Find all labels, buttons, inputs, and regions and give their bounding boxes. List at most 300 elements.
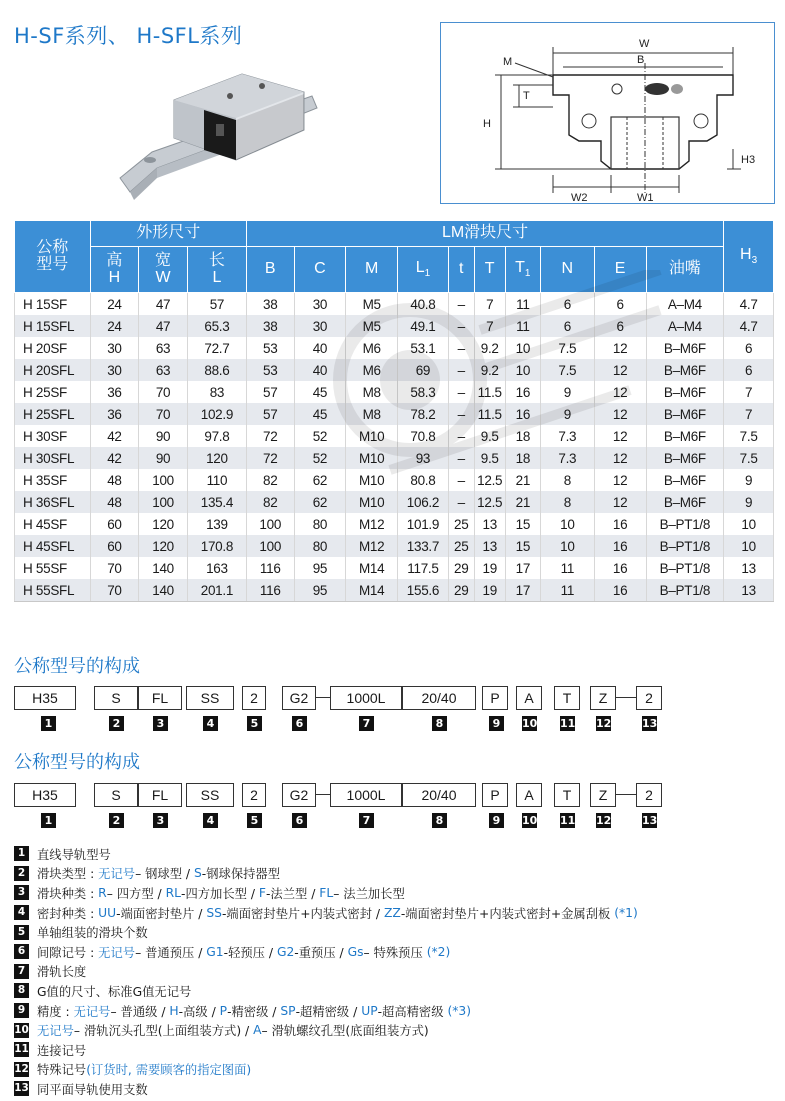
table-cell: 47 <box>139 315 188 337</box>
table-row <box>15 359 774 381</box>
header-lm: LM滑块尺寸 <box>246 221 723 247</box>
legend-text: -高级 / <box>178 1004 220 1019</box>
legend-highlight-text: 无记号 <box>73 1004 111 1019</box>
table-cell: 7.5 <box>540 337 594 359</box>
table-cell: 29 <box>448 579 474 602</box>
table-cell: 38 <box>246 293 294 316</box>
table-cell: 70.8 <box>398 425 449 447</box>
table-cell: 120 <box>187 447 246 469</box>
code-number-badge: 1 <box>41 813 56 828</box>
table-cell: 21 <box>505 491 540 513</box>
table-cell: 10 <box>724 535 774 557</box>
legend-text: – 四方型 / <box>106 886 166 901</box>
legend-text: – 普通预压 / <box>135 945 207 960</box>
table-cell: B–PT1/8 <box>646 579 724 602</box>
header-c: C <box>294 247 346 293</box>
code-box: 2 <box>636 783 662 807</box>
table-row <box>15 491 774 513</box>
table-cell: 15 <box>505 535 540 557</box>
composition-title-1: 公称型号的构成 <box>14 656 140 677</box>
table-row <box>15 579 774 602</box>
table-cell: 53 <box>246 337 294 359</box>
legend-item <box>14 942 774 962</box>
code-box: FL <box>138 783 182 807</box>
code-number-badge: 8 <box>432 813 447 828</box>
table-cell: – <box>448 403 474 425</box>
legend-text: 特殊记号 <box>37 1063 87 1078</box>
table-cell: 82 <box>246 469 294 491</box>
label-w: W <box>639 38 650 50</box>
table-cell: 135.4 <box>187 491 246 513</box>
table-cell: 60 <box>90 513 139 535</box>
connector-line <box>616 794 636 795</box>
code-box: Z <box>590 686 616 710</box>
legend-item <box>14 962 774 982</box>
table-cell: 6 <box>594 293 646 316</box>
table-cell: 49.1 <box>398 315 449 337</box>
page-title: H-SF系列、 H-SFL系列 <box>14 24 243 48</box>
table-cell: 62 <box>294 491 346 513</box>
legend-text: 间隙记号 : <box>37 945 99 960</box>
code-box: 20/40 <box>402 686 476 710</box>
legend-text: – 滑轨螺纹孔型(底面组装方式) <box>261 1024 429 1039</box>
table-cell: M14 <box>346 579 398 602</box>
table-cell: B–PT1/8 <box>646 557 724 579</box>
legend-text: 滑块种类 : <box>37 886 99 901</box>
table-cell: 30 <box>294 293 346 316</box>
table-cell: 7.5 <box>540 359 594 381</box>
table-cell: – <box>448 381 474 403</box>
code-number-badge: 3 <box>153 813 168 828</box>
legend-text: 连接记号 <box>37 1043 87 1058</box>
table-cell: 10 <box>505 337 540 359</box>
table-cell: 16 <box>594 557 646 579</box>
table-cell: 72.7 <box>187 337 246 359</box>
table-cell: 133.7 <box>398 535 449 557</box>
table-cell: 6 <box>540 315 594 337</box>
table-cell: 100 <box>246 535 294 557</box>
table-cell: B–M6F <box>646 403 724 425</box>
table-cell: 16 <box>505 403 540 425</box>
product-image <box>112 60 327 210</box>
table-cell: 12 <box>594 491 646 513</box>
table-cell: – <box>448 293 474 316</box>
code-box: A <box>516 783 542 807</box>
table-cell: 25 <box>448 513 474 535</box>
code-number-badge: 5 <box>247 716 262 731</box>
code-number-badge: 10 <box>522 717 538 730</box>
table-cell: 21 <box>505 469 540 491</box>
table-cell: 17 <box>505 579 540 602</box>
code-number-badge: 9 <box>489 813 504 828</box>
table-cell: 47 <box>139 293 188 316</box>
legend-number-badge: 11 <box>14 1043 29 1056</box>
table-cell: 52 <box>294 425 346 447</box>
table-cell: 9.5 <box>474 447 505 469</box>
legend-text: -端面密封垫片 / <box>116 906 207 921</box>
table-cell: – <box>448 315 474 337</box>
header-n: N <box>540 247 594 293</box>
table-cell: 36 <box>90 403 139 425</box>
code-box: T <box>554 686 580 710</box>
table-cell: 30 <box>90 359 139 381</box>
table-cell: 117.5 <box>398 557 449 579</box>
legend-number-badge: 7 <box>14 964 29 979</box>
legend-text: G值的尺寸、标准G值无记号 <box>37 984 192 999</box>
table-cell: 17 <box>505 557 540 579</box>
table-cell: 70 <box>139 403 188 425</box>
table-row <box>15 513 774 535</box>
table-cell: – <box>448 337 474 359</box>
table-cell: 48 <box>90 469 139 491</box>
table-cell: 70 <box>139 381 188 403</box>
table-cell: 10 <box>540 513 594 535</box>
table-cell: B–M6F <box>646 425 724 447</box>
code-box: G2 <box>282 783 316 807</box>
table-cell: 19 <box>474 557 505 579</box>
table-cell: 18 <box>505 425 540 447</box>
table-cell: 60 <box>90 535 139 557</box>
table-cell: M14 <box>346 557 398 579</box>
legend-highlight-text: UP <box>361 1003 378 1018</box>
code-box: H35 <box>14 783 76 807</box>
spec-table-body <box>15 293 774 602</box>
table-cell: M12 <box>346 535 398 557</box>
code-number-badge: 11 <box>560 814 576 827</box>
table-cell: 9 <box>540 403 594 425</box>
table-cell: 48 <box>90 491 139 513</box>
table-cell: 7 <box>724 403 774 425</box>
label-b: B <box>637 54 645 66</box>
legend-number-badge: 6 <box>14 944 29 959</box>
table-cell: 95 <box>294 557 346 579</box>
table-cell: 9.2 <box>474 359 505 381</box>
legend-highlight-text: G2 <box>276 944 295 959</box>
legend-number-badge: 5 <box>14 925 29 940</box>
table-cell: 9 <box>724 469 774 491</box>
table-cell: 11 <box>540 557 594 579</box>
table-cell: 7 <box>724 381 774 403</box>
table-cell: 45 <box>294 403 346 425</box>
table-cell: 7.3 <box>540 447 594 469</box>
table-cell: 40 <box>294 359 346 381</box>
table-cell: 4.7 <box>724 315 774 337</box>
code-number-badge: 13 <box>642 814 658 827</box>
table-cell: 9 <box>724 491 774 513</box>
table-cell: 95 <box>294 579 346 602</box>
table-cell: A–M4 <box>646 293 724 316</box>
table-cell: M12 <box>346 513 398 535</box>
legend-number-badge: 12 <box>14 1062 29 1075</box>
code-number-badge: 12 <box>596 814 612 827</box>
code-number-badge: 7 <box>359 716 374 731</box>
code-box: P <box>482 783 508 807</box>
table-cell: 70 <box>90 557 139 579</box>
legend-highlight-text: S <box>193 866 202 881</box>
table-cell: 155.6 <box>398 579 449 602</box>
table-cell: 15 <box>505 513 540 535</box>
table-cell: 7 <box>474 315 505 337</box>
legend-number-badge: 9 <box>14 1003 29 1018</box>
table-cell: 12 <box>594 447 646 469</box>
code-number-badge: 5 <box>247 813 262 828</box>
legend-text: -轻预压 / <box>223 945 277 960</box>
table-cell: 36 <box>90 381 139 403</box>
header-oil: 油嘴 <box>646 247 724 293</box>
table-cell: M10 <box>346 447 398 469</box>
header-m: M <box>346 247 398 293</box>
label-h3: H3 <box>741 154 756 166</box>
code-number-badge: 6 <box>292 716 307 731</box>
table-cell: 30 <box>90 337 139 359</box>
legend-number-badge: 4 <box>14 905 29 920</box>
legend-text: -端面密封垫片+内装式密封+金属刮板 <box>400 906 615 921</box>
table-cell: 7.5 <box>724 447 774 469</box>
legend-text: -四方加长型 / <box>181 886 259 901</box>
table-cell: H 20SF <box>15 337 91 359</box>
table-cell: 8 <box>540 469 594 491</box>
table-cell: 100 <box>139 469 188 491</box>
table-cell: 90 <box>139 425 188 447</box>
header-h: 高 H <box>90 247 139 293</box>
header-t1: $T_1$ <box>505 247 540 293</box>
table-cell: 12 <box>594 337 646 359</box>
code-box: T <box>554 783 580 807</box>
code-number-badge: 4 <box>203 813 218 828</box>
table-cell: 10 <box>505 359 540 381</box>
code-box: G2 <box>282 686 316 710</box>
table-cell: H 15SF <box>15 293 91 316</box>
table-cell: B–M6F <box>646 381 724 403</box>
legend-highlight-text: RL <box>165 885 182 900</box>
table-cell: 90 <box>139 447 188 469</box>
code-box: H35 <box>14 686 76 710</box>
label-t: T <box>523 90 530 102</box>
table-cell: 6 <box>594 315 646 337</box>
code-number-badge: 7 <box>359 813 374 828</box>
table-cell: 62 <box>294 469 346 491</box>
table-cell: 16 <box>594 535 646 557</box>
table-cell: H 35SF <box>15 469 91 491</box>
table-cell: 10 <box>540 535 594 557</box>
table-cell: 53.1 <box>398 337 449 359</box>
table-cell: M8 <box>346 381 398 403</box>
legend-text: -端面密封垫片+内装式密封 / <box>221 906 384 921</box>
legend-highlight-text: R <box>98 885 107 900</box>
table-cell: 11 <box>505 315 540 337</box>
code-box: 2 <box>242 686 266 710</box>
table-cell: 11.5 <box>474 381 505 403</box>
table-cell: 11.5 <box>474 403 505 425</box>
table-cell: B–M6F <box>646 337 724 359</box>
code-box: S <box>94 686 138 710</box>
legend-text: 滑轨长度 <box>37 965 87 980</box>
table-cell: 120 <box>139 535 188 557</box>
legend-number-badge: 10 <box>14 1023 29 1036</box>
table-cell: 140 <box>139 557 188 579</box>
legend-text: – 钢球型 / <box>135 867 194 882</box>
legend-highlight-text: (订货时, 需要顾客的指定图面) <box>86 1063 252 1078</box>
table-cell: 13 <box>474 513 505 535</box>
table-cell: 106.2 <box>398 491 449 513</box>
composition-title-2: 公称型号的构成 <box>14 752 140 773</box>
table-cell: 30 <box>294 315 346 337</box>
table-cell: 69 <box>398 359 449 381</box>
table-cell: 63 <box>139 337 188 359</box>
legend-number-badge: 2 <box>14 866 29 881</box>
legend-number-badge: 3 <box>14 885 29 900</box>
table-cell: 97.8 <box>187 425 246 447</box>
legend-text: 滑块类型 : <box>37 867 99 882</box>
table-cell: 38 <box>246 315 294 337</box>
code-box: 20/40 <box>402 783 476 807</box>
table-cell: M10 <box>346 469 398 491</box>
table-cell: – <box>448 469 474 491</box>
table-cell: 10 <box>724 513 774 535</box>
legend-highlight-text: G1 <box>206 944 224 959</box>
table-cell: 6 <box>540 293 594 316</box>
table-cell: 100 <box>246 513 294 535</box>
table-cell: 57 <box>246 403 294 425</box>
table-cell: H 55SF <box>15 557 91 579</box>
table-cell: 72 <box>246 425 294 447</box>
connector-line <box>316 697 330 698</box>
table-cell: 12 <box>594 403 646 425</box>
legend-text: -法兰型 / <box>266 886 320 901</box>
table-cell: 40.8 <box>398 293 449 316</box>
table-cell: 140 <box>139 579 188 602</box>
table-cell: 16 <box>505 381 540 403</box>
label-w1: W1 <box>637 192 654 204</box>
code-number-badge: 4 <box>203 716 218 731</box>
table-row <box>15 293 774 316</box>
table-cell: 12 <box>594 381 646 403</box>
table-row <box>15 381 774 403</box>
legend-text: – 普通级 / <box>110 1004 170 1019</box>
header-l1: $L_1$ <box>398 247 449 293</box>
table-row <box>15 425 774 447</box>
header-b: B <box>246 247 294 293</box>
table-row <box>15 469 774 491</box>
table-cell: 116 <box>246 557 294 579</box>
legend-item <box>14 922 774 942</box>
table-cell: M10 <box>346 425 398 447</box>
table-cell: 9.5 <box>474 425 505 447</box>
code-number-badge: 13 <box>642 717 658 730</box>
code-box: 1000L <box>330 686 402 710</box>
table-cell: 42 <box>90 425 139 447</box>
table-cell: 58.3 <box>398 381 449 403</box>
table-cell: 13 <box>724 579 774 602</box>
table-cell: 78.2 <box>398 403 449 425</box>
table-cell: 12.5 <box>474 491 505 513</box>
legend-item <box>14 981 774 1001</box>
legend-text: – 滑轨沉头孔型(上面组装方式) / <box>73 1024 254 1039</box>
table-cell: 80.8 <box>398 469 449 491</box>
label-m: M <box>503 56 513 68</box>
legend-item <box>14 864 774 884</box>
table-cell: 102.9 <box>187 403 246 425</box>
dimension-drawing <box>440 22 775 204</box>
table-cell: A–M4 <box>646 315 724 337</box>
table-cell: M5 <box>346 293 398 316</box>
code-box: FL <box>138 686 182 710</box>
table-cell: H 30SFL <box>15 447 91 469</box>
table-row <box>15 535 774 557</box>
legend-highlight-text: F <box>258 885 266 900</box>
table-cell: 9.2 <box>474 337 505 359</box>
table-cell: 80 <box>294 513 346 535</box>
table-cell: 83 <box>187 381 246 403</box>
table-cell: H 20SFL <box>15 359 91 381</box>
table-cell: M6 <box>346 359 398 381</box>
table-cell: 6 <box>724 337 774 359</box>
code-number-badge: 9 <box>489 716 504 731</box>
legend-text: -精密级 / <box>227 1004 281 1019</box>
legend-highlight-text: Gs <box>347 944 364 959</box>
table-cell: H 36SFL <box>15 491 91 513</box>
code-box: P <box>482 686 508 710</box>
table-cell: 25 <box>448 535 474 557</box>
legend-highlight-text: 无记号 <box>98 867 136 882</box>
code-box: 2 <box>636 686 662 710</box>
table-cell: B–M6F <box>646 491 724 513</box>
code-number-badge: 2 <box>109 813 124 828</box>
table-cell: 100 <box>139 491 188 513</box>
table-cell: B–PT1/8 <box>646 513 724 535</box>
connector-line <box>316 794 330 795</box>
composition-row-1 <box>14 686 774 746</box>
code-box: S <box>94 783 138 807</box>
legend-highlight-text: (*3) <box>447 1003 472 1018</box>
legend-highlight-text: (*1) <box>614 905 638 920</box>
legend-text: 直线导轨型号 <box>37 847 111 862</box>
table-cell: H 15SFL <box>15 315 91 337</box>
table-cell: 7.3 <box>540 425 594 447</box>
table-cell: 57 <box>187 293 246 316</box>
table-cell: 170.8 <box>187 535 246 557</box>
legend-highlight-text: A <box>253 1023 262 1038</box>
header-w: 宽 W <box>139 247 188 293</box>
header-e: E <box>594 247 646 293</box>
legend-item <box>14 1001 774 1021</box>
code-box: SS <box>186 783 234 807</box>
legend-item <box>14 1079 774 1099</box>
code-box: 2 <box>242 783 266 807</box>
legend-number-badge: 13 <box>14 1082 29 1095</box>
code-number-badge: 2 <box>109 716 124 731</box>
table-cell: 93 <box>398 447 449 469</box>
table-cell: 8 <box>540 491 594 513</box>
table-cell: 53 <box>246 359 294 381</box>
header-outer: 外形尺寸 <box>90 221 246 247</box>
legend-text: 精度 : <box>37 1004 74 1019</box>
table-row <box>15 337 774 359</box>
table-cell: – <box>448 359 474 381</box>
table-cell: H 45SF <box>15 513 91 535</box>
table-cell: 12.5 <box>474 469 505 491</box>
header-h3: $H_3$ <box>724 221 774 293</box>
legend-item <box>14 1020 774 1040</box>
code-box: A <box>516 686 542 710</box>
code-box: Z <box>590 783 616 807</box>
legend-text: 密封种类 : <box>37 906 99 921</box>
table-cell: 163 <box>187 557 246 579</box>
code-box: 1000L <box>330 783 402 807</box>
code-number-badge: 6 <box>292 813 307 828</box>
code-box: SS <box>186 686 234 710</box>
table-cell: B–M6F <box>646 359 724 381</box>
